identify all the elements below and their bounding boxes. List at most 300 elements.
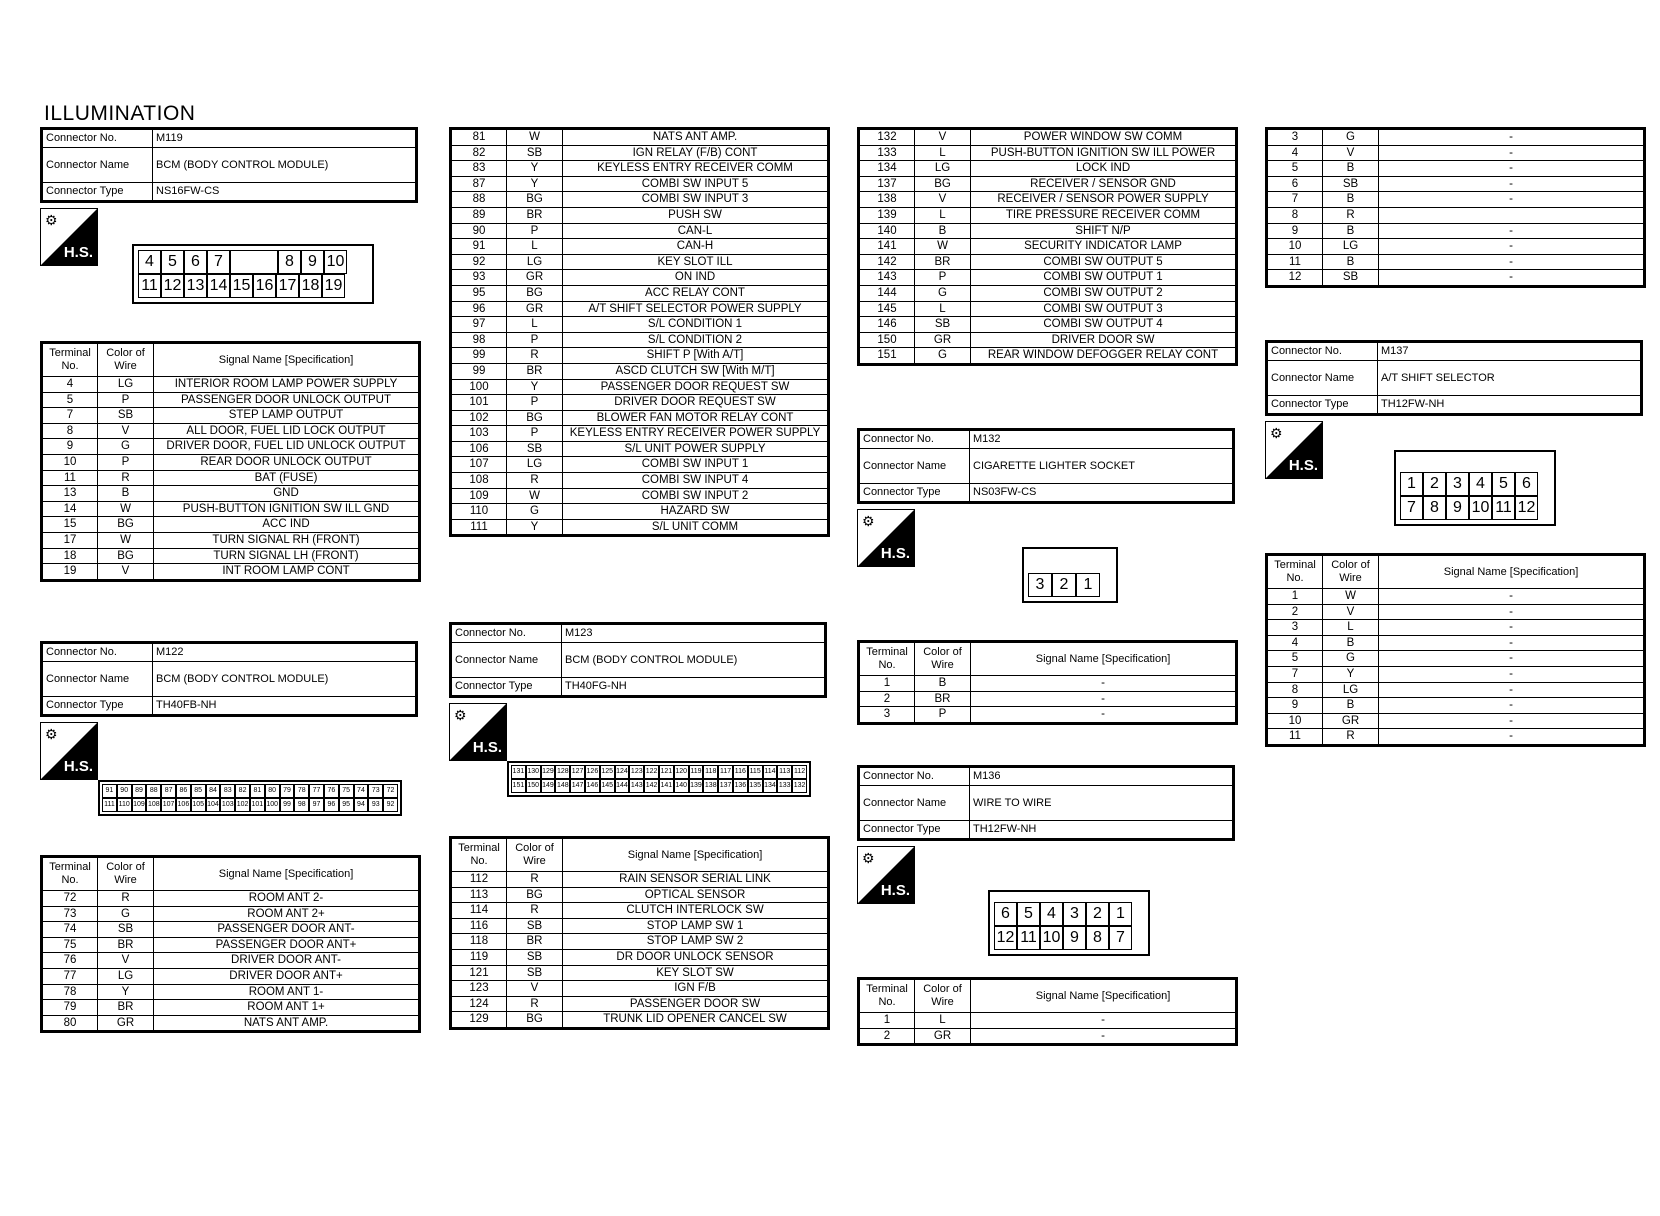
table-row	[1267, 713, 1645, 729]
connector-pin: 134	[763, 779, 778, 793]
wire-color-cell: SB	[507, 965, 563, 981]
table-row	[451, 519, 829, 536]
wire-color-cell: G	[915, 348, 971, 365]
connector-name-value: BCM (BODY CONTROL MODULE)	[153, 148, 417, 183]
connector-pin: 106	[176, 798, 191, 812]
connector-pin: 98	[294, 798, 309, 812]
wire-color-cell: BG	[507, 285, 563, 301]
connector-pin: 11	[1492, 496, 1515, 520]
connector-pin: 95	[339, 798, 354, 812]
table-row	[42, 486, 420, 502]
terminal-no-cell: 8	[42, 423, 98, 439]
terminal-table-m137	[1265, 553, 1646, 747]
connector-no-value: M137	[1378, 342, 1642, 361]
terminal-no-cell: 103	[451, 426, 507, 442]
signal-name-cell: ROOM ANT 1+	[154, 1000, 420, 1016]
table-row	[42, 470, 420, 486]
terminal-no-cell: 79	[42, 1000, 98, 1016]
signal-name-header: Signal Name [Specification]	[1379, 555, 1645, 589]
connector-pin: 129	[541, 765, 556, 779]
connector-type-label: Connector Type	[1267, 396, 1378, 415]
table-row	[859, 207, 1237, 223]
wire-color-cell: B	[915, 223, 971, 239]
harness-side-icon: ⚙ H.S.	[449, 703, 507, 761]
terminal-no-cell: 82	[451, 145, 507, 161]
terminal-no-cell: 5	[1267, 651, 1323, 667]
pin-row	[138, 250, 368, 274]
table-row	[451, 239, 829, 255]
connector-pin: 136	[733, 779, 748, 793]
terminal-no-cell: 9	[1267, 223, 1323, 239]
terminal-no-cell: 10	[1267, 239, 1323, 255]
connector-name-label: Connector Name	[42, 148, 153, 183]
connector-pin: 17	[276, 274, 299, 298]
connector-pin: 113	[777, 765, 792, 779]
signal-name-cell: -	[1379, 270, 1645, 287]
connector-pin: 3	[1028, 573, 1052, 597]
connector-no-value: M132	[970, 430, 1234, 449]
connector-pin: 10	[1469, 496, 1492, 520]
connector-pin: 72	[383, 784, 398, 798]
terminal-no-cell: 124	[451, 996, 507, 1012]
table-row	[42, 968, 420, 984]
terminal-no-cell: 140	[859, 223, 915, 239]
wire-color-cell: P	[507, 395, 563, 411]
wire-color-cell: P	[507, 332, 563, 348]
terminal-no-cell: 99	[451, 363, 507, 379]
connector-info-m119	[40, 127, 418, 203]
signal-name-cell: COMBI SW INPUT 5	[563, 176, 829, 192]
signal-name-cell: -	[1379, 698, 1645, 714]
terminal-no-cell: 109	[451, 488, 507, 504]
table-row	[451, 285, 829, 301]
connector-info-m137	[1265, 340, 1643, 416]
signal-name-cell: ACC RELAY CONT	[563, 285, 829, 301]
pin-row	[511, 779, 807, 793]
terminal-no-cell: 11	[1267, 729, 1323, 746]
connector-no-label: Connector No.	[42, 129, 153, 148]
wire-color-cell: BG	[507, 887, 563, 903]
signal-name-cell: -	[1379, 713, 1645, 729]
connector-pin: 86	[176, 784, 191, 798]
wire-color-cell: W	[915, 239, 971, 255]
signal-name-cell: -	[971, 691, 1237, 707]
table-row	[451, 363, 829, 379]
terminal-no-cell: 99	[451, 348, 507, 364]
table-row	[1267, 161, 1645, 177]
connector-pin: 9	[1446, 496, 1469, 520]
signal-name-cell: -	[971, 1013, 1237, 1029]
connector-pin: 85	[191, 784, 206, 798]
wire-color-cell: BG	[98, 517, 154, 533]
signal-name-cell: SECURITY INDICATOR LAMP	[971, 239, 1237, 255]
connector-pin: 15	[230, 274, 253, 298]
table-row	[1267, 270, 1645, 287]
wire-color-cell: R	[98, 891, 154, 907]
connector-pin: 118	[703, 765, 718, 779]
connector-pin: 93	[368, 798, 383, 812]
connector-pin: 96	[324, 798, 339, 812]
wire-color-cell: W	[98, 532, 154, 548]
signal-name-cell: COMBI SW INPUT 4	[563, 473, 829, 489]
wire-color-header: Color of Wire	[915, 979, 971, 1013]
signal-name-cell: ROOM ANT 1-	[154, 984, 420, 1000]
table-row	[1267, 729, 1645, 746]
terminal-table-m122-continued	[449, 127, 830, 537]
connector-pin	[230, 250, 278, 274]
terminal-no-cell: 17	[42, 532, 98, 548]
table-row	[451, 395, 829, 411]
signal-name-cell: DRIVER DOOR REQUEST SW	[563, 395, 829, 411]
table-row	[1267, 635, 1645, 651]
terminal-no-cell: 121	[451, 965, 507, 981]
signal-name-cell: S/L UNIT COMM	[563, 519, 829, 536]
connector-face-m132	[1022, 547, 1118, 603]
connector-type-label: Connector Type	[42, 697, 153, 716]
wire-color-cell: BR	[507, 363, 563, 379]
connector-pin: 97	[309, 798, 324, 812]
table-row	[1267, 239, 1645, 255]
signal-name-cell: NATS ANT AMP.	[154, 1015, 420, 1032]
terminal-no-cell: 2	[859, 691, 915, 707]
terminal-no-cell: 119	[451, 949, 507, 965]
signal-name-cell: -	[1379, 729, 1645, 746]
terminal-no-header: Terminal No.	[1267, 555, 1323, 589]
wire-color-cell: R	[507, 872, 563, 888]
signal-name-cell: CAN-L	[563, 223, 829, 239]
connector-pin: 77	[309, 784, 324, 798]
connector-pin: 109	[132, 798, 147, 812]
terminal-table-m132	[857, 640, 1238, 725]
connector-pin: 9	[1063, 926, 1086, 950]
connector-info-m122	[40, 641, 418, 717]
wire-color-cell: L	[1323, 620, 1379, 636]
signal-name-cell: DRIVER DOOR, FUEL LID UNLOCK OUTPUT	[154, 439, 420, 455]
signal-name-cell: COMBI SW OUTPUT 1	[971, 270, 1237, 286]
connector-pin: 73	[368, 784, 383, 798]
table-row	[42, 454, 420, 470]
wire-color-cell: LG	[915, 161, 971, 177]
connector-name-label: Connector Name	[42, 662, 153, 697]
terminal-no-cell: 132	[859, 129, 915, 146]
connector-pin: 139	[689, 779, 704, 793]
connector-no-value: M136	[970, 767, 1234, 786]
connector-pin: 9	[301, 250, 324, 274]
table-row	[859, 1013, 1237, 1029]
wire-color-cell: L	[915, 1013, 971, 1029]
wire-color-cell: SB	[507, 918, 563, 934]
connector-pin: 137	[718, 779, 733, 793]
signal-name-cell: -	[971, 676, 1237, 692]
connector-pin: 151	[511, 779, 526, 793]
terminal-no-cell: 3	[859, 707, 915, 724]
connector-pin: 18	[299, 274, 322, 298]
table-row	[859, 270, 1237, 286]
table-row	[451, 965, 829, 981]
wire-color-cell: W	[507, 129, 563, 146]
connector-pin: 148	[555, 779, 570, 793]
wire-color-cell: P	[507, 426, 563, 442]
connector-pin: 116	[733, 765, 748, 779]
connector-pin: 8	[278, 250, 301, 274]
table-row	[1267, 223, 1645, 239]
connector-pin: 81	[250, 784, 265, 798]
terminal-no-cell: 13	[42, 486, 98, 502]
signal-name-cell: COMBI SW OUTPUT 2	[971, 285, 1237, 301]
table-row	[451, 223, 829, 239]
terminal-no-cell: 74	[42, 922, 98, 938]
terminal-no-cell: 100	[451, 379, 507, 395]
wire-color-cell: LG	[507, 254, 563, 270]
signal-name-cell: RAIN SENSOR SERIAL LINK	[563, 872, 829, 888]
connector-pin: 6	[1515, 472, 1538, 496]
connector-pin: 144	[615, 779, 630, 793]
wire-color-cell: R	[507, 348, 563, 364]
connector-face-m136	[988, 890, 1150, 956]
wire-color-cell: SB	[1323, 176, 1379, 192]
connector-pin: 80	[265, 784, 280, 798]
terminal-no-cell: 141	[859, 239, 915, 255]
connector-pin: 2	[1423, 472, 1446, 496]
harness-side-icon: ⚙ H.S.	[40, 722, 98, 780]
signal-name-cell: -	[1379, 651, 1645, 667]
signal-name-header: Signal Name [Specification]	[563, 838, 829, 872]
terminal-no-cell: 98	[451, 332, 507, 348]
table-row	[859, 691, 1237, 707]
table-row	[451, 872, 829, 888]
signal-name-cell: TURN SIGNAL RH (FRONT)	[154, 532, 420, 548]
signal-name-cell: KEYLESS ENTRY RECEIVER POWER SUPPLY	[563, 426, 829, 442]
connector-pin: 2	[1052, 573, 1076, 597]
terminal-no-cell: 8	[1267, 682, 1323, 698]
table-row	[451, 996, 829, 1012]
wire-color-cell: L	[507, 239, 563, 255]
signal-name-cell: CAN-H	[563, 239, 829, 255]
signal-name-header: Signal Name [Specification]	[154, 343, 420, 377]
terminal-no-cell: 77	[42, 968, 98, 984]
table-row	[859, 285, 1237, 301]
signal-name-cell: IGN RELAY (F/B) CONT	[563, 145, 829, 161]
table-row	[1267, 651, 1645, 667]
wire-color-cell: G	[507, 504, 563, 520]
signal-name-cell: REAR DOOR UNLOCK OUTPUT	[154, 454, 420, 470]
connector-pin: 130	[526, 765, 541, 779]
table-row	[451, 457, 829, 473]
table-row	[1267, 129, 1645, 146]
signal-name-cell: DR DOOR UNLOCK SENSOR	[563, 949, 829, 965]
connector-pin: 142	[644, 779, 659, 793]
table-row	[859, 332, 1237, 348]
connector-type-value: TH12FW-NH	[1378, 396, 1642, 415]
connector-pin: 149	[541, 779, 556, 793]
wire-color-cell: B	[1323, 192, 1379, 208]
signal-name-cell: COMBI SW OUTPUT 5	[971, 254, 1237, 270]
terminal-no-cell: 144	[859, 285, 915, 301]
table-row	[1267, 698, 1645, 714]
wire-color-cell: V	[98, 564, 154, 581]
signal-name-cell: -	[1379, 604, 1645, 620]
signal-name-cell: -	[1379, 129, 1645, 146]
terminal-no-cell: 101	[451, 395, 507, 411]
signal-name-cell: ACC IND	[154, 517, 420, 533]
signal-name-cell: -	[1379, 239, 1645, 255]
connector-pin: 75	[339, 784, 354, 798]
table-row	[451, 903, 829, 919]
signal-name-cell	[1379, 207, 1645, 223]
wire-color-cell: BG	[507, 410, 563, 426]
signal-name-cell: -	[1379, 145, 1645, 161]
table-row	[859, 254, 1237, 270]
connector-pin: 127	[570, 765, 585, 779]
connector-name-label: Connector Name	[859, 449, 970, 484]
connector-face-m119	[132, 244, 374, 304]
connector-pin: 78	[294, 784, 309, 798]
signal-name-cell: STOP LAMP SW 1	[563, 918, 829, 934]
wire-color-cell: BG	[507, 1012, 563, 1029]
table-row	[1267, 604, 1645, 620]
signal-name-cell: POWER WINDOW SW COMM	[971, 129, 1237, 146]
terminal-no-cell: 8	[1267, 207, 1323, 223]
connector-pin: 5	[1017, 902, 1040, 926]
table-row	[859, 317, 1237, 333]
terminal-no-cell: 88	[451, 192, 507, 208]
connector-pin: 115	[748, 765, 763, 779]
signal-name-cell: SHIFT N/P	[971, 223, 1237, 239]
terminal-no-cell: 111	[451, 519, 507, 536]
wire-color-cell: V	[1323, 145, 1379, 161]
terminal-no-cell: 72	[42, 891, 98, 907]
signal-name-cell: TIRE PRESSURE RECEIVER COMM	[971, 207, 1237, 223]
table-row	[42, 377, 420, 393]
wire-color-cell: R	[507, 996, 563, 1012]
table-row	[42, 906, 420, 922]
harness-side-icon: ⚙ H.S.	[857, 509, 915, 567]
table-row	[451, 887, 829, 903]
wire-color-cell: GR	[507, 270, 563, 286]
wire-color-cell: G	[1323, 651, 1379, 667]
table-row	[451, 504, 829, 520]
connector-pin: 107	[161, 798, 176, 812]
connector-pin: 133	[777, 779, 792, 793]
wire-color-cell: SB	[507, 441, 563, 457]
table-row	[42, 984, 420, 1000]
connector-name-label: Connector Name	[859, 786, 970, 821]
pin-row	[994, 926, 1144, 950]
terminal-no-cell: 123	[451, 981, 507, 997]
signal-name-cell: PASSENGER DOOR ANT+	[154, 937, 420, 953]
wire-color-cell: B	[915, 676, 971, 692]
terminal-no-cell: 145	[859, 301, 915, 317]
wire-color-cell: G	[915, 285, 971, 301]
terminal-no-cell: 10	[42, 454, 98, 470]
wire-color-cell: R	[507, 903, 563, 919]
signal-name-cell: COMBI SW INPUT 2	[563, 488, 829, 504]
wire-color-header: Color of Wire	[507, 838, 563, 872]
wire-color-cell: BG	[507, 192, 563, 208]
connector-no-label: Connector No.	[1267, 342, 1378, 361]
table-row	[1267, 682, 1645, 698]
signal-name-cell: INT ROOM LAMP CONT	[154, 564, 420, 581]
terminal-no-header: Terminal No.	[451, 838, 507, 872]
connector-type-label: Connector Type	[42, 183, 153, 202]
signal-name-cell: -	[1379, 666, 1645, 682]
signal-name-cell: TURN SIGNAL LH (FRONT)	[154, 548, 420, 564]
wire-color-cell: SB	[507, 949, 563, 965]
signal-name-cell: -	[1379, 223, 1645, 239]
signal-name-cell: DRIVER DOOR ANT+	[154, 968, 420, 984]
connector-type-value: NS03FW-CS	[970, 484, 1234, 503]
connector-pin: 10	[324, 250, 347, 274]
connector-face-m122	[98, 780, 402, 816]
connector-pin: 101	[250, 798, 265, 812]
terminal-no-cell: 7	[1267, 192, 1323, 208]
connector-no-value: M123	[562, 624, 826, 643]
connector-info-m123	[449, 622, 827, 698]
wire-color-cell: SB	[1323, 270, 1379, 287]
wire-color-cell: Y	[507, 519, 563, 536]
connector-pin: 104	[206, 798, 221, 812]
terminal-no-cell: 14	[42, 501, 98, 517]
connector-pin: 90	[117, 784, 132, 798]
terminal-table-m123	[449, 836, 830, 1030]
terminal-no-cell: 133	[859, 145, 915, 161]
signal-name-cell: STEP LAMP OUTPUT	[154, 408, 420, 424]
table-row	[859, 676, 1237, 692]
terminal-table-m123-continued	[857, 127, 1238, 366]
connector-pin: 119	[689, 765, 704, 779]
wire-color-cell: R	[507, 473, 563, 489]
connector-pin: 3	[1446, 472, 1469, 496]
connector-type-label: Connector Type	[859, 821, 970, 840]
terminal-no-cell: 95	[451, 285, 507, 301]
wire-color-cell: Y	[507, 379, 563, 395]
table-row	[451, 949, 829, 965]
terminal-no-cell: 87	[451, 176, 507, 192]
connector-no-value: M119	[153, 129, 417, 148]
table-row	[859, 145, 1237, 161]
terminal-no-cell: 3	[1267, 620, 1323, 636]
connector-no-label: Connector No.	[451, 624, 562, 643]
connector-pin: 88	[146, 784, 161, 798]
wire-color-cell: B	[1323, 161, 1379, 177]
connector-pin: 1	[1400, 472, 1423, 496]
table-row	[859, 707, 1237, 724]
connector-pin: 103	[220, 798, 235, 812]
connector-pin: 121	[659, 765, 674, 779]
signal-name-cell: -	[971, 1028, 1237, 1045]
signal-name-cell: -	[1379, 682, 1645, 698]
wire-color-cell: BR	[98, 1000, 154, 1016]
terminal-no-cell: 4	[1267, 635, 1323, 651]
connector-pin: 141	[659, 779, 674, 793]
wire-color-cell: V	[507, 981, 563, 997]
terminal-no-cell: 9	[42, 439, 98, 455]
connector-pin: 5	[1492, 472, 1515, 496]
connector-name-value: WIRE TO WIRE	[970, 786, 1234, 821]
wire-color-cell: GR	[98, 1015, 154, 1032]
wire-color-cell: BR	[507, 207, 563, 223]
wire-color-cell: LG	[98, 968, 154, 984]
wire-color-cell: B	[1323, 254, 1379, 270]
wire-color-cell: R	[1323, 729, 1379, 746]
connector-pin: 126	[585, 765, 600, 779]
wire-color-cell: GR	[915, 332, 971, 348]
connector-info-m132	[857, 428, 1235, 504]
terminal-no-cell: 110	[451, 504, 507, 520]
signal-name-cell: -	[1379, 176, 1645, 192]
signal-name-cell: RECEIVER / SENSOR POWER SUPPLY	[971, 192, 1237, 208]
connector-pin: 135	[748, 779, 763, 793]
